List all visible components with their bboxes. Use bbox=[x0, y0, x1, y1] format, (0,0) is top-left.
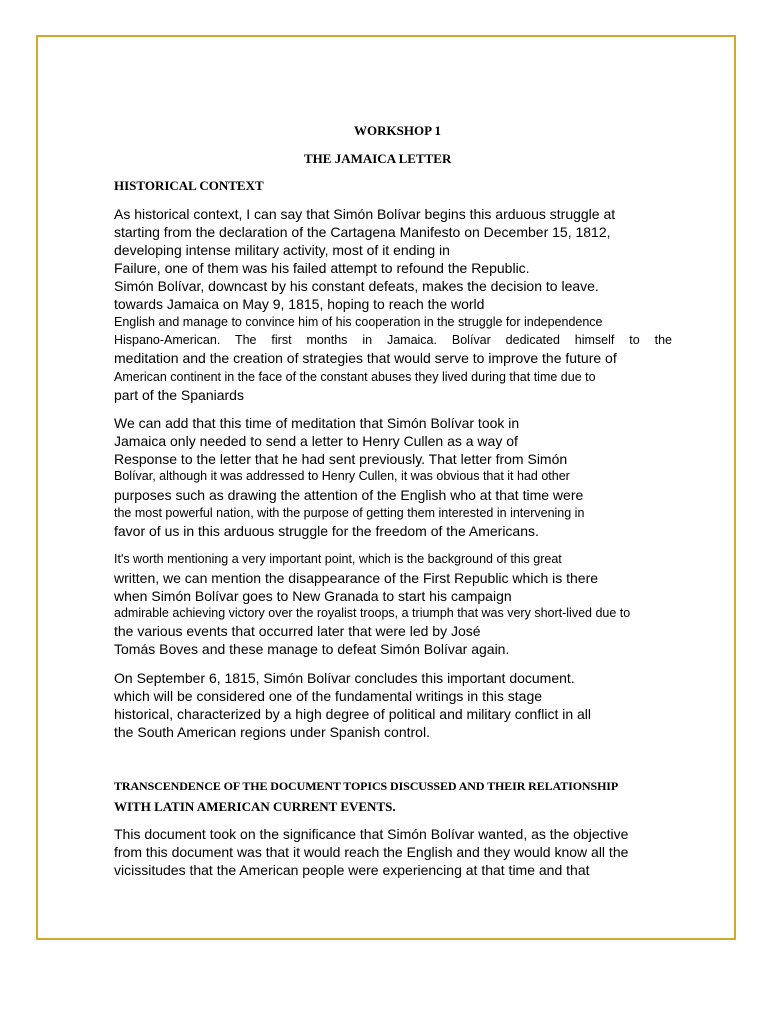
paragraph-line: We can add that this time of meditation that Simón Bolívar took in bbox=[114, 415, 520, 431]
paragraph-line: purposes such as drawing the attention of the English who at that time were bbox=[114, 487, 584, 503]
paragraph-line: On September 6, 1815, Simón Bolívar concludes this important document. bbox=[114, 670, 575, 686]
paragraph-line: the most powerful nation, with the purpose of getting them interested in intervening in bbox=[114, 506, 585, 520]
paragraph-line: meditation and the creation of strategies that would serve to improve the future of bbox=[114, 350, 617, 366]
paragraph-line: Simón Bolívar, downcast by his constant defeats, makes the decision to leave. bbox=[114, 278, 599, 294]
paragraph-line: from this document was that it would reach the English and they would know all the bbox=[114, 844, 629, 860]
paragraph-line: written, we can mention the disappearance of the First Republic which is there bbox=[114, 570, 599, 586]
paragraph-line: developing intense military activity, most of it ending in bbox=[114, 242, 450, 258]
paragraph-line: Response to the letter that he had sent previously. That letter from Simón bbox=[114, 451, 568, 467]
paragraph-line: Jamaica only needed to send a letter to Henry Cullen as a way of bbox=[114, 433, 518, 449]
paragraph-line: which will be considered one of the fundamental writings in this stage bbox=[114, 688, 543, 704]
section-heading-transcendence-line-2: WITH LATIN AMERICAN CURRENT EVENTS. bbox=[114, 799, 396, 814]
paragraph-line: towards Jamaica on May 9, 1815, hoping to reach the world bbox=[114, 296, 485, 312]
document-subtitle: THE JAMAICA LETTER bbox=[304, 151, 452, 166]
paragraph-line: This document took on the significance that Simón Bolívar wanted, as the objective bbox=[114, 826, 629, 842]
paragraph-line: Failure, one of them was his failed attempt to refound the Republic. bbox=[114, 260, 530, 276]
paragraph-line: favor of us in this arduous struggle for the freedom of the Americans. bbox=[114, 523, 539, 539]
paragraph-line: Bolívar, although it was addressed to Henry Cullen, it was obvious that it had other bbox=[114, 469, 570, 483]
paragraph-line: vicissitudes that the American people were experiencing at that time and that bbox=[114, 862, 590, 878]
paragraph-line: the South American regions under Spanish control. bbox=[114, 724, 430, 740]
section-heading-transcendence-line-1: TRANSCENDENCE OF THE DOCUMENT TOPICS DISCUSSED AND THEIR RELATIONSHIP bbox=[114, 779, 619, 793]
paragraph-line: starting from the declaration of the Cartagena Manifesto on December 15, 1812, bbox=[114, 224, 611, 240]
paragraph-line: historical, characterized by a high degree of political and military conflict in all bbox=[114, 706, 592, 722]
paragraph-line: the various events that occurred later that were led by José bbox=[114, 623, 481, 639]
section-heading-historical-context: HISTORICAL CONTEXT bbox=[114, 178, 264, 193]
paragraph-line: English and manage to convince him of his cooperation in the struggle for independence bbox=[114, 315, 603, 329]
paragraph-line: when Simón Bolívar goes to New Granada to start his campaign bbox=[114, 588, 512, 604]
paragraph-line: part of the Spaniards bbox=[114, 387, 244, 403]
paragraph-line: American continent in the face of the constant abuses they lived during that time due to bbox=[114, 370, 596, 384]
paragraph-line: As historical context, I can say that Simón Bolívar begins this arduous struggle at bbox=[114, 206, 616, 222]
paragraph-line: admirable achieving victory over the royalist troops, a triumph that was very short-lived due to bbox=[114, 606, 631, 620]
document-title: WORKSHOP 1 bbox=[354, 123, 442, 138]
paragraph-line: It's worth mentioning a very important point, which is the background of this great bbox=[114, 552, 562, 566]
paragraph-line: Hispano-American. The first months in Jamaica. Bolívar dedicated himself to the bbox=[114, 333, 672, 347]
paragraph-line: Tomás Boves and these manage to defeat Simón Bolívar again. bbox=[114, 641, 510, 657]
